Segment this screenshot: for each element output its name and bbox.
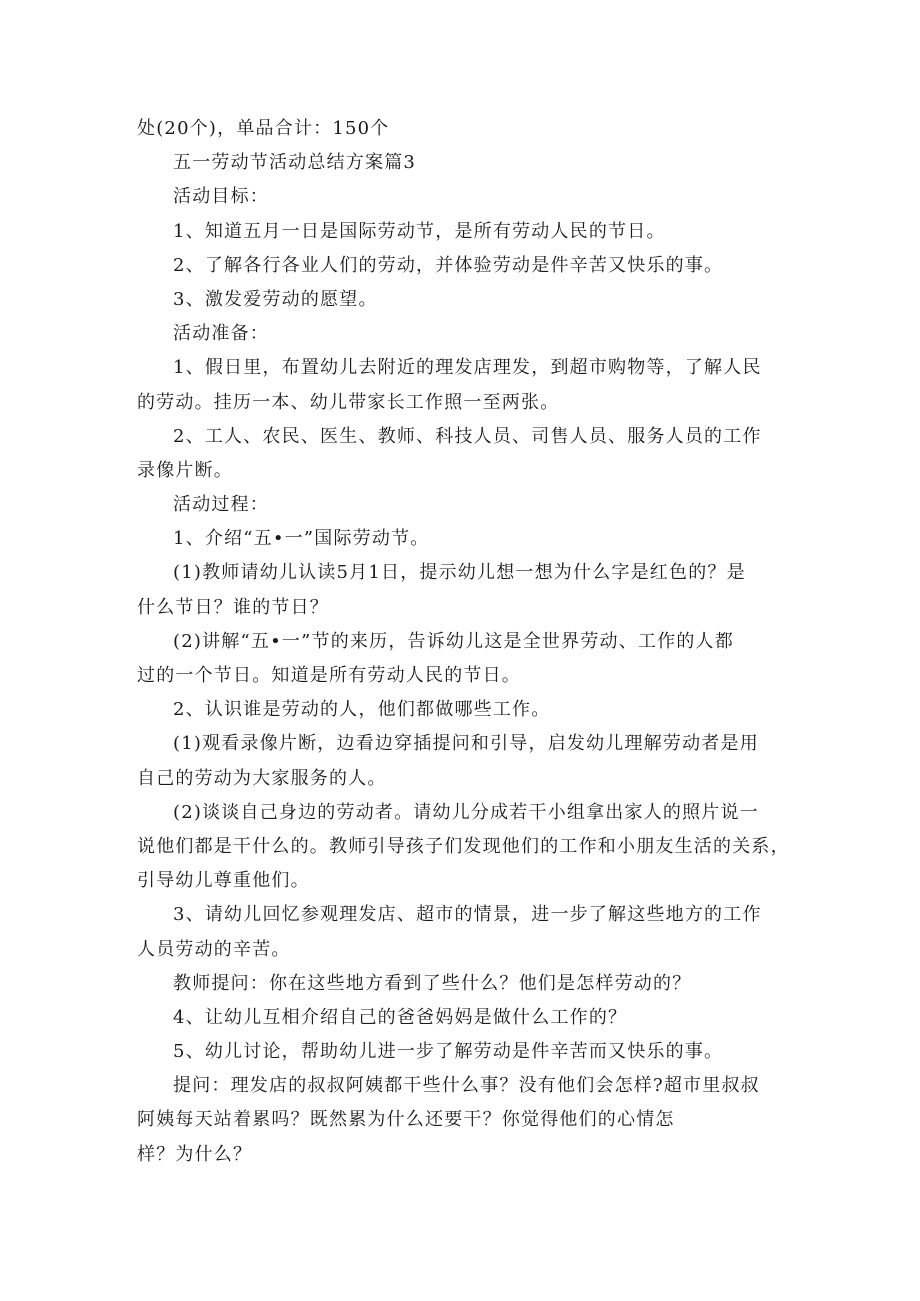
text-line: 说他们都是干什么的。教师引导孩子们发现他们的工作和小朋友生活的关系， — [137, 835, 790, 857]
text-line: 2、了解各行各业人们的劳动，并体验劳动是件辛苦又快乐的事。 — [173, 254, 724, 276]
section-title: 五一劳动节活动总结方案篇3 — [173, 152, 417, 174]
text-line: 样？为什么？ — [137, 1143, 253, 1165]
text-line: 提问：理发店的叔叔阿姨都干些什么事？没有他们会怎样?超市里叔叔 — [173, 1075, 760, 1097]
subheading-process: 活动过程： — [173, 494, 269, 516]
text-line: 人员劳动的辛苦。 — [137, 938, 291, 960]
text-line: 阿姨每天站着累吗？既然累为什么还要干？你觉得他们的心情怎 — [137, 1109, 675, 1131]
text-line: 3、请幼儿回忆参观理发店、超市的情景，进一步了解这些地方的工作 — [173, 904, 762, 926]
text-line: 4、让幼儿互相介绍自己的爸爸妈妈是做什么工作的？ — [173, 1006, 628, 1028]
subheading-goals: 活动目标： — [173, 186, 269, 208]
text-line: 2、认识谁是劳动的人，他们都做哪些工作。 — [173, 699, 551, 721]
text-line: 3、激发爱劳动的愿望。 — [173, 288, 378, 310]
text-line: 引导幼儿尊重他们。 — [137, 870, 310, 892]
text-line: 自己的劳动为大家服务的人。 — [137, 767, 387, 789]
text-line: (2)讲解“五•一”节的来历，告诉幼儿这是全世界劳动、工作的人都 — [173, 630, 734, 652]
text-line: 处(20个)，单品合计：150个 — [137, 118, 390, 139]
text-line: (2)谈谈自己身边的劳动者。请幼儿分成若干小组拿出家人的照片说一 — [173, 801, 759, 823]
text-line: 教师提问：你在这些地方看到了些什么？他们是怎样劳动的？ — [173, 972, 692, 994]
document-body — [137, 112, 790, 1172]
text-line: 的劳动。挂历一本、幼儿带家长工作照一至两张。 — [137, 391, 560, 413]
subheading-preparation: 活动准备： — [173, 323, 269, 345]
text-line: 1、假日里，布置幼儿去附近的理发店理发，到超市购物等，了解人民 — [173, 357, 762, 379]
text-line: 录像片断。 — [137, 459, 233, 481]
text-line: 1、知道五月一日是国际劳动节，是所有劳动人民的节日。 — [173, 220, 666, 242]
text-line: 1、介绍“五•一”国际劳动节。 — [173, 528, 430, 550]
text-line: (1)教师请幼儿认读5月1日，提示幼儿想一想为什么字是红色的？是 — [173, 562, 746, 584]
text-line: 2、工人、农民、医生、教师、科技人员、司售人员、服务人员的工作 — [173, 425, 762, 447]
text-line: (1)观看录像片断，边看边穿插提问和引导，启发幼儿理解劳动者是用 — [173, 733, 759, 755]
text-line: 什么节日？谁的节日？ — [137, 596, 329, 618]
text-line: 5、幼儿讨论，帮助幼儿进一步了解劳动是件辛苦而又快乐的事。 — [173, 1041, 724, 1063]
text-line: 过的一个节日。知道是所有劳动人民的节日。 — [137, 665, 521, 686]
